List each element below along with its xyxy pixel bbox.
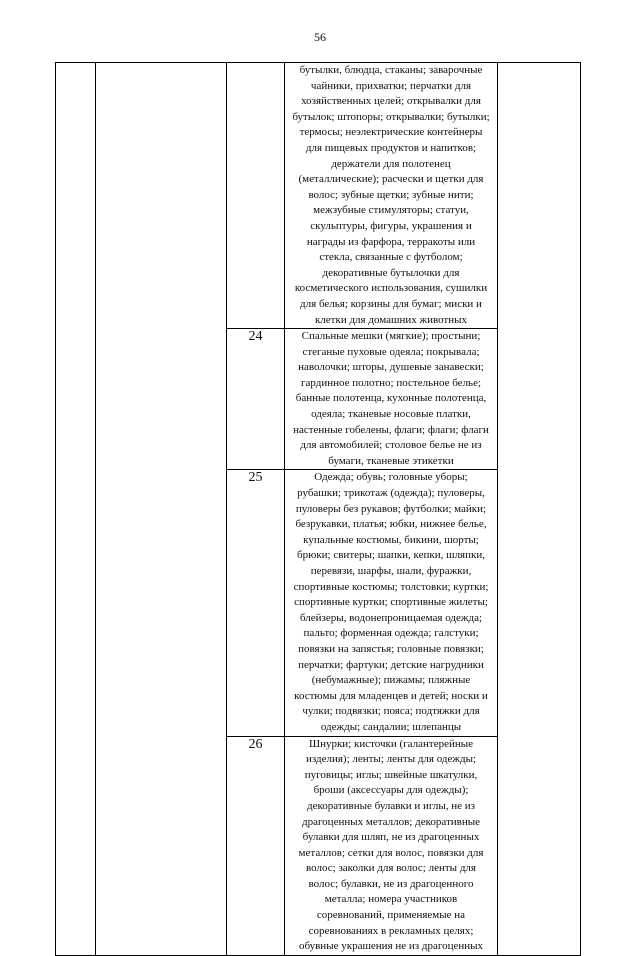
page-number: 56 (314, 30, 326, 44)
goods-list-cell: Шнурки; кисточки (галантерейные изделия); ленты; ленты для одежды; пуговицы; иглы; швейные шкатулки, броши (аксессуары для одежды); декоративные булавки и иглы, не из драгоценных металлов; декоративные булавки для шляп, не из драгоценных металлов; сетки для волос, повязки для волос; заколки для волос; ленты для волос; булавки, не из драгоценного металла; номера участников соревнований, применяемые на соревнованиях в рекламных целях; обувные украшения не из драгоценных (285, 736, 498, 955)
empty-cell (56, 63, 96, 956)
class-number-cell: 26 (227, 736, 285, 955)
goods-list-cell: Одежда; обувь; головные уборы; рубашки; трикотаж (одежда); пуловеры, пуловеры без рукавов; футболки; майки; безрукавки, платья; юбки, нижнее белье, купальные костюмы, бикини, шорты; брюки; свитеры; шапки, кепки, шляпки, перевязи, шарфы, шали, фуражки, спортивные костюмы; толстовки; куртки; спортивные куртки; спортивные жилеты; блейзеры, водонепроницаемая одежда; пальто; форменная одежда; галстуки; повязки на запястья; головные повязки; перчатки; фартуки; детские нагрудники (небумажные); пижамы; пляжные костюмы для младенцев и детей; носки и чулки; подвязки; пояса; подтяжки для одежды; сандалии; шлепанцы (285, 470, 498, 736)
empty-cell (498, 63, 581, 956)
class-number-cell: 24 (227, 329, 285, 470)
table-row (56, 63, 581, 329)
class-number-cell: 25 (227, 470, 285, 736)
goods-list-cell: Спальные мешки (мягкие); простыни; стеганые пуховые одеяла; покрывала; наволочки; шторы, душевые занавески; гардинное полотно; постельное белье; банные полотенца, кухонные полотенца, одеяла; тканевые носовые платки, настенные гобелены, флаги; флаги; флаги для автомобилей; столовое белье не из бумаги, тканевые этикетки (285, 329, 498, 470)
goods-list-cell: бутылки, блюдца, стаканы; заварочные чайники, прихватки; перчатки для хозяйственных целей; открывалки для бутылок; штопоры; открывалки; бутылки; термосы; неэлектрические контейнеры для пищевых продуктов и напитков; держатели для полотенец (металлические); расчески и щетки для волос; зубные щетки; зубные нити; межзубные стимуляторы; статуи, скульптуры, фигуры, украшения и награды из фарфора, терракоты или стекла, связанные с футболом; декоративные бутылочки для косметического использования, сушилки для белья; корзины для бумаг; миски и клетки для домашних животных (285, 63, 498, 329)
empty-cell (96, 63, 227, 956)
class-number-cell (227, 63, 285, 329)
goods-classification-table (55, 62, 581, 956)
